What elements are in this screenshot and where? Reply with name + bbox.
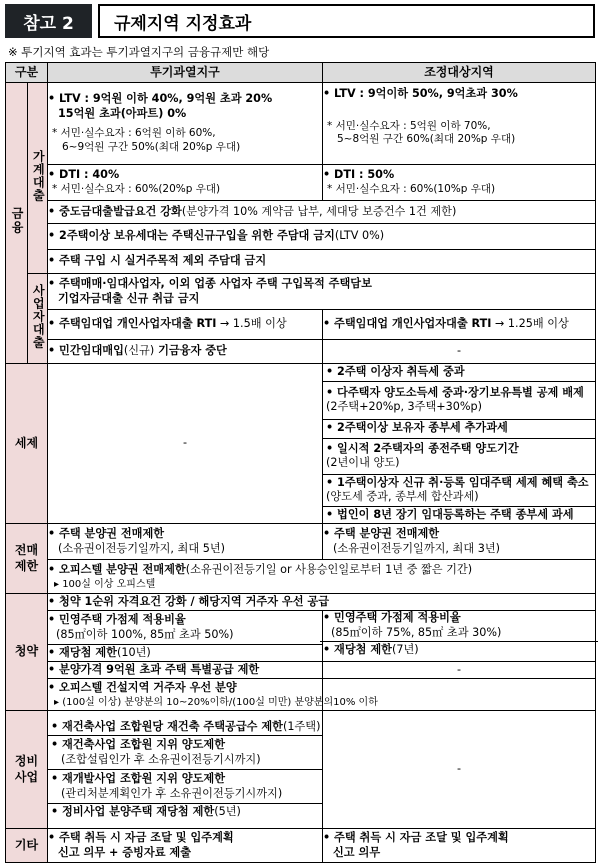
ltv-zone-b: • LTV : 9억이하 50%, 9억초과 30% * 서민·실수요자 : 5억원 이하 70%, 5~8억원 구간 60%(최대 20%p 우대) — [323, 83, 596, 165]
residence-cell: • 주택 구입 시 실거주목적 제외 주담대 금지 — [48, 250, 596, 274]
rti-zone-b: • 주택임대업 개인사업자대출 RTI → 1.25배 이상 — [323, 310, 596, 340]
maintenance-zone-b: - — [323, 711, 596, 829]
tax-item-transfer: • 다주택자 양도소득세 중과·장기보유특별 공제 배제(2주택+20%p, 3주택+30%p) — [323, 381, 595, 419]
midloan-cell: • 중도금대출발급요건 강화(분양가격 10% 계약금 납부, 세대당 보증건수 1건 제한) — [48, 201, 596, 224]
business-loan-label: 사업자대출 — [28, 274, 48, 364]
resale-label: 전매 제한 — [6, 524, 48, 594]
private-ratio-zone-b: • 민영주택 가점제 적용비율 (85㎡이하 75%, 85㎡ 초과 30%) • 재당첨 제한(7년) — [323, 611, 596, 662]
household-label: 가계대출 — [28, 83, 48, 274]
ltv-zone-a: • LTV : 9억원 이하 40%, 9억원 초과 20% 15억원 초과(아파트) 0% * 서민·실수요자 : 6억원 이하 60%, 6~9억원 구간 50%(최대 20%p 우대) — [48, 83, 323, 165]
multi-home-cell: • 2주택이상 보유세대는 주택신규구입을 위한 주담대 금지(LTV 0%) — [48, 224, 596, 250]
etc-zone-b: • 주택 취득 시 자금 조달 및 입주계획 신고 의무 — [323, 829, 596, 863]
subscription-label: 청약 — [6, 594, 48, 711]
officetel-priority-zone-a: • 오피스텔 건설지역 거주자 우선 분양 ▸ (100실 이상) 분양분의 10~20%이하/(100실 미만) 분양분의10% 이하 — [48, 679, 323, 711]
subscription-row-2 — [6, 611, 596, 645]
maintenance-zone-a — [48, 711, 323, 829]
tax-zone-a: - — [48, 364, 323, 524]
tax-item-acquisition: • 2주택 이상자 취득세 중과 — [323, 364, 595, 381]
resale-zone-b: • 주택 분양권 전매제한 (소유권이전등기일까지, 최대 3년) — [323, 524, 596, 560]
private-ratio-zone-a: • 민영주택 가점제 적용비율 (85㎡이하 100%, 85㎡ 초과 50%) — [48, 611, 323, 645]
finance-label: 금융 — [6, 83, 28, 364]
midloan-row — [6, 201, 596, 224]
dti-zone-a: • DTI : 40% * 서민·실수요자 : 60%(20%p 우대) — [48, 165, 323, 201]
tax-item-temporary: • 일시적 2주택자의 종전주택 양도기간 (2년이내 양도) — [323, 438, 595, 474]
residence-row — [6, 250, 596, 274]
reconstruction-transfer-limit: • 재건축사업 조합원 지위 양도제한 (조합설립인가 후 소유권이전등기시까지) — [48, 736, 322, 770]
subscription-row-1 — [6, 594, 596, 611]
reference-badge: 참고 2 — [5, 4, 92, 38]
etc-label: 기타 — [6, 829, 48, 863]
maintenance-label: 정비 사업 — [6, 711, 48, 829]
business-ban-row — [6, 274, 596, 310]
special-supply-zone-a: • 분양가격 9억원 초과 주택 특별공급 제한 — [48, 662, 323, 679]
title-row — [5, 4, 595, 38]
private-rental-zone-a: • 민간임대매입(신규) 기금융자 중단 — [48, 340, 323, 364]
resale-zone-a: • 주택 분양권 전매제한 (소유권이전등기일까지, 최대 5년) — [48, 524, 323, 560]
rewin-zone-a: • 재당첨 제한(10년) — [48, 645, 323, 662]
scope-note: ※ 투기지역 효과는 투기과열지구의 금융규제만 해당 — [8, 45, 270, 59]
tax-zone-b — [323, 364, 596, 524]
private-rental-row — [6, 340, 596, 364]
tax-row — [6, 364, 596, 524]
tax-item-comprehensive: • 2주택이상 보유자 종부세 추가과세 — [323, 419, 595, 438]
rti-zone-a: • 주택임대업 개인사업자대출 RTI → 1.5배 이상 — [48, 310, 323, 340]
resale-row-1 — [6, 524, 596, 560]
header-row — [6, 63, 596, 83]
dti-zone-b: • DTI : 50% * 서민·실수요자 : 60%(10%p 우대) — [323, 165, 596, 201]
page-title: 규제지역 지정효과 — [98, 4, 595, 38]
maintenance-rewin-limit: • 정비사업 분양주택 재당첨 제한(5년) — [51, 805, 241, 819]
tax-item-corporate: • 법인이 8년 장기 임대등록하는 주택 종부세 과세 — [326, 507, 574, 521]
ltv-row — [6, 83, 596, 165]
reconstruction-supply-limit: • 재건축사업 조합원당 재건축 주택공급수 제한(1주택) — [48, 719, 322, 736]
rti-row — [6, 310, 596, 340]
resale-row-2 — [6, 560, 596, 594]
comparison-table — [5, 62, 596, 863]
subscription-row-4 — [6, 662, 596, 679]
header-zone-b: 조정대상지역 — [323, 63, 596, 83]
redevelopment-transfer-limit: • 재개발사업 조합원 지위 양도제한 (관리처분계획인가 후 소유권이전등기시까지) — [48, 770, 322, 804]
private-rental-zone-b: - — [323, 340, 596, 364]
priority-cell: • 청약 1순위 자격요건 강화 / 해당지역 거주자 우선 공급 — [48, 594, 596, 611]
header-category: 구분 — [6, 63, 48, 83]
header-zone-a: 투기과열지구 — [48, 63, 323, 83]
officetel-resale-cell: • 오피스텔 분양권 전매제한(소유권이전등기일 or 사용승인일로부터 1년 중 짧은 기간) ▸ 100실 이상 오피스텔 — [48, 560, 596, 594]
business-ban-cell: • 주택매매·임대사업자, 이외 업종 사업자 주택 구입목적 주택담보 기업자금대출 신규 취급 금지 — [48, 274, 596, 310]
special-supply-zone-b: - — [323, 662, 596, 679]
etc-zone-a: • 주택 취득 시 자금 조달 및 입주계획 신고 의무 + 증빙자료 제출 — [48, 829, 323, 863]
dti-row — [6, 165, 596, 201]
etc-row — [6, 829, 596, 863]
tax-item-rental: • 1주택이상자 신규 취·등록 임대주택 세제 혜택 축소(양도세 중과, 종부세 합산과세) — [323, 474, 595, 506]
multi-home-row — [6, 224, 596, 250]
maintenance-row — [6, 711, 596, 829]
tax-label: 세제 — [6, 364, 48, 524]
subscription-row-5 — [6, 679, 596, 711]
